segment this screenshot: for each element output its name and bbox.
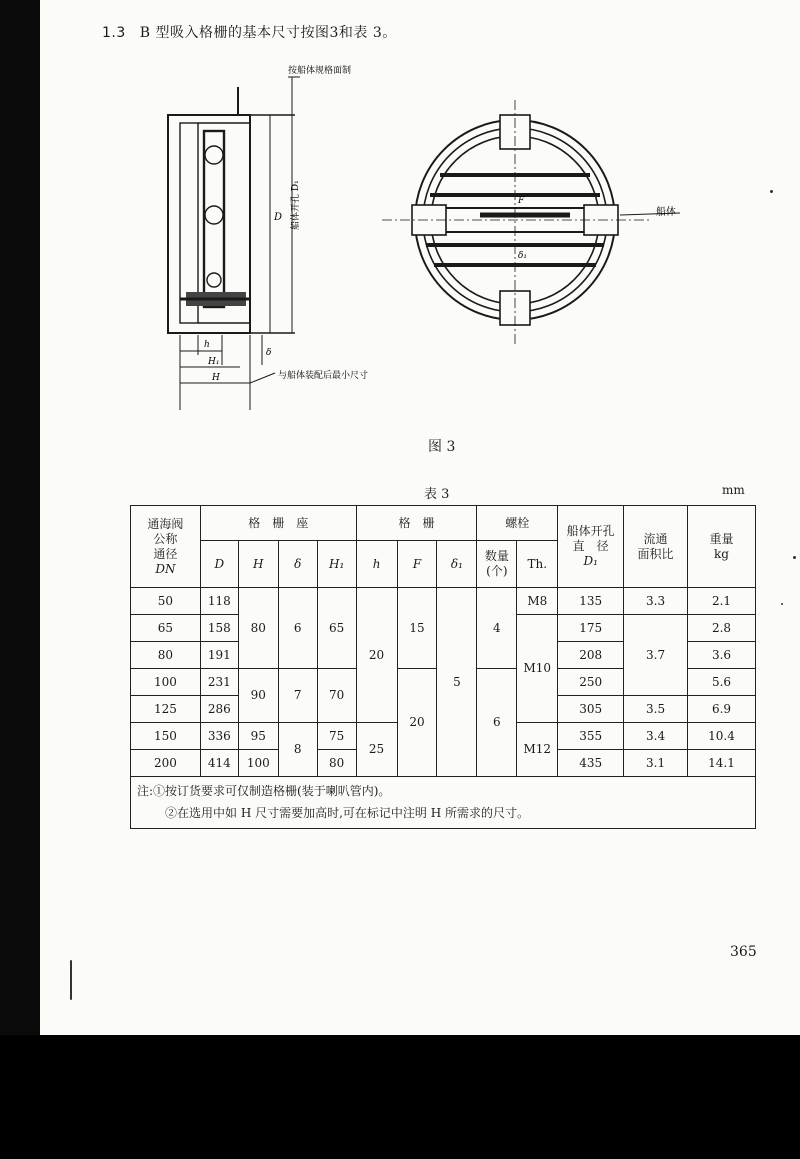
cell-dn: 100 xyxy=(131,669,201,696)
label-delta: δ xyxy=(266,348,272,358)
cell-qty: 6 xyxy=(477,669,517,777)
front-view xyxy=(382,100,680,345)
cell-flow: 3.5 xyxy=(624,696,688,723)
figure-3-drawing xyxy=(150,55,710,425)
label-h: h xyxy=(204,340,210,350)
cell-qty: 4 xyxy=(477,588,517,669)
label-d: D xyxy=(274,212,283,223)
cell-d1: 135 xyxy=(558,588,624,615)
cell-thread: M12 xyxy=(517,723,558,777)
side-view xyxy=(168,77,300,410)
header-dn: 通海阀 公称 通径 DN xyxy=(131,506,201,588)
cell-weight: 3.6 xyxy=(688,642,756,669)
header-delta1: δ₁ xyxy=(437,541,477,588)
section-number: 1.3 xyxy=(102,25,126,41)
cell-delta: 8 xyxy=(278,723,317,777)
section-title: B 型吸入格栅的基本尺寸按图3和表 3。 xyxy=(139,25,397,41)
header-h-seat: H xyxy=(238,541,278,588)
cell-weight: 10.4 xyxy=(688,723,756,750)
header-h1: H₁ xyxy=(317,541,356,588)
header-delta: δ xyxy=(278,541,317,588)
cell-f: 15 xyxy=(397,588,437,669)
cell-weight: 6.9 xyxy=(688,696,756,723)
cell-thread: M10 xyxy=(517,615,558,723)
header-bolt: 螺栓 xyxy=(477,506,558,541)
cell-h1: 65 xyxy=(317,588,356,669)
cell-delta1: 5 xyxy=(437,588,477,777)
cell-d: 336 xyxy=(200,723,238,750)
cell-flow: 3.3 xyxy=(624,588,688,615)
cell-dn: 125 xyxy=(131,696,201,723)
table-notes xyxy=(131,777,756,829)
table-title: 表 3 xyxy=(424,487,450,502)
cell-h-grille: 25 xyxy=(356,723,397,777)
header-flow-ratio: 流通 面积比 xyxy=(624,506,688,588)
label-d1: 船体开孔 D₁ xyxy=(291,180,301,230)
scan-speck xyxy=(70,960,72,1000)
cell-h-seat: 100 xyxy=(238,750,278,777)
cell-h-seat: 95 xyxy=(238,723,278,750)
table-unit: mm xyxy=(722,483,745,497)
label-h-total: H xyxy=(212,373,220,383)
table-header-row-1 xyxy=(131,506,756,541)
label-hull-thickness: 按船体规格面制 xyxy=(288,66,352,76)
note-1: 注:①按订货要求可仅制造格栅(装于喇叭管内)。 xyxy=(137,784,391,798)
cell-flow: 3.4 xyxy=(624,723,688,750)
cell-h-seat: 80 xyxy=(238,588,278,669)
cell-d: 158 xyxy=(200,615,238,642)
cell-thread: M8 xyxy=(517,588,558,615)
cell-flow: 3.7 xyxy=(624,615,688,696)
section-heading xyxy=(102,22,397,42)
cell-d: 286 xyxy=(200,696,238,723)
cell-weight: 2.1 xyxy=(688,588,756,615)
cell-d1: 250 xyxy=(558,669,624,696)
cell-h-grille: 20 xyxy=(356,588,397,723)
scan-speck xyxy=(793,556,796,559)
cell-h1: 70 xyxy=(317,669,356,723)
cell-d: 118 xyxy=(200,588,238,615)
cell-d1: 435 xyxy=(558,750,624,777)
note-2: ②在选用中如 H 尺寸需要加高时,可在标记中注明 H 所需求的尺寸。 xyxy=(165,805,530,820)
label-hull: 船体 xyxy=(656,207,676,218)
scan-border xyxy=(0,0,40,1035)
figure-caption: 图 3 xyxy=(428,439,456,455)
cell-d: 191 xyxy=(200,642,238,669)
cell-delta: 7 xyxy=(278,669,317,723)
cell-dn: 50 xyxy=(131,588,201,615)
cell-d1: 305 xyxy=(558,696,624,723)
header-hull-opening: 船体开孔 直 径 D₁ xyxy=(558,506,624,588)
header-d: D xyxy=(200,541,238,588)
cell-dn: 80 xyxy=(131,642,201,669)
cell-h-seat: 90 xyxy=(238,669,278,723)
cell-weight: 14.1 xyxy=(688,750,756,777)
label-h1: H₁ xyxy=(208,357,220,367)
label-delta1: δ₁ xyxy=(518,251,528,261)
cell-d: 414 xyxy=(200,750,238,777)
header-weight: 重量 kg xyxy=(688,506,756,588)
cell-weight: 5.6 xyxy=(688,669,756,696)
header-f: F xyxy=(397,541,437,588)
cell-dn: 65 xyxy=(131,615,201,642)
scan-speck xyxy=(770,190,773,193)
header-qty: 数量 (个) xyxy=(477,541,517,588)
table-notes-row xyxy=(131,777,756,829)
table-row xyxy=(131,588,756,615)
header-h-grille: h xyxy=(356,541,397,588)
cell-d: 231 xyxy=(200,669,238,696)
dimension-table xyxy=(130,505,756,829)
header-thread: Th. xyxy=(517,541,558,588)
cell-dn: 200 xyxy=(131,750,201,777)
cell-delta: 6 xyxy=(278,588,317,669)
cell-d1: 175 xyxy=(558,615,624,642)
cell-weight: 2.8 xyxy=(688,615,756,642)
cell-dn: 150 xyxy=(131,723,201,750)
label-f: F xyxy=(518,196,525,206)
cell-f: 20 xyxy=(397,669,437,777)
header-grille: 格 栅 xyxy=(356,506,477,541)
scan-speck xyxy=(781,603,783,605)
page-number: 365 xyxy=(730,944,757,960)
cell-h1: 80 xyxy=(317,750,356,777)
label-min-size: 与船体装配后最小尺寸 xyxy=(278,371,369,381)
cell-d1: 355 xyxy=(558,723,624,750)
cell-flow: 3.1 xyxy=(624,750,688,777)
cell-h1: 75 xyxy=(317,723,356,750)
header-grille-seat: 格 栅 座 xyxy=(200,506,356,541)
cell-d1: 208 xyxy=(558,642,624,669)
